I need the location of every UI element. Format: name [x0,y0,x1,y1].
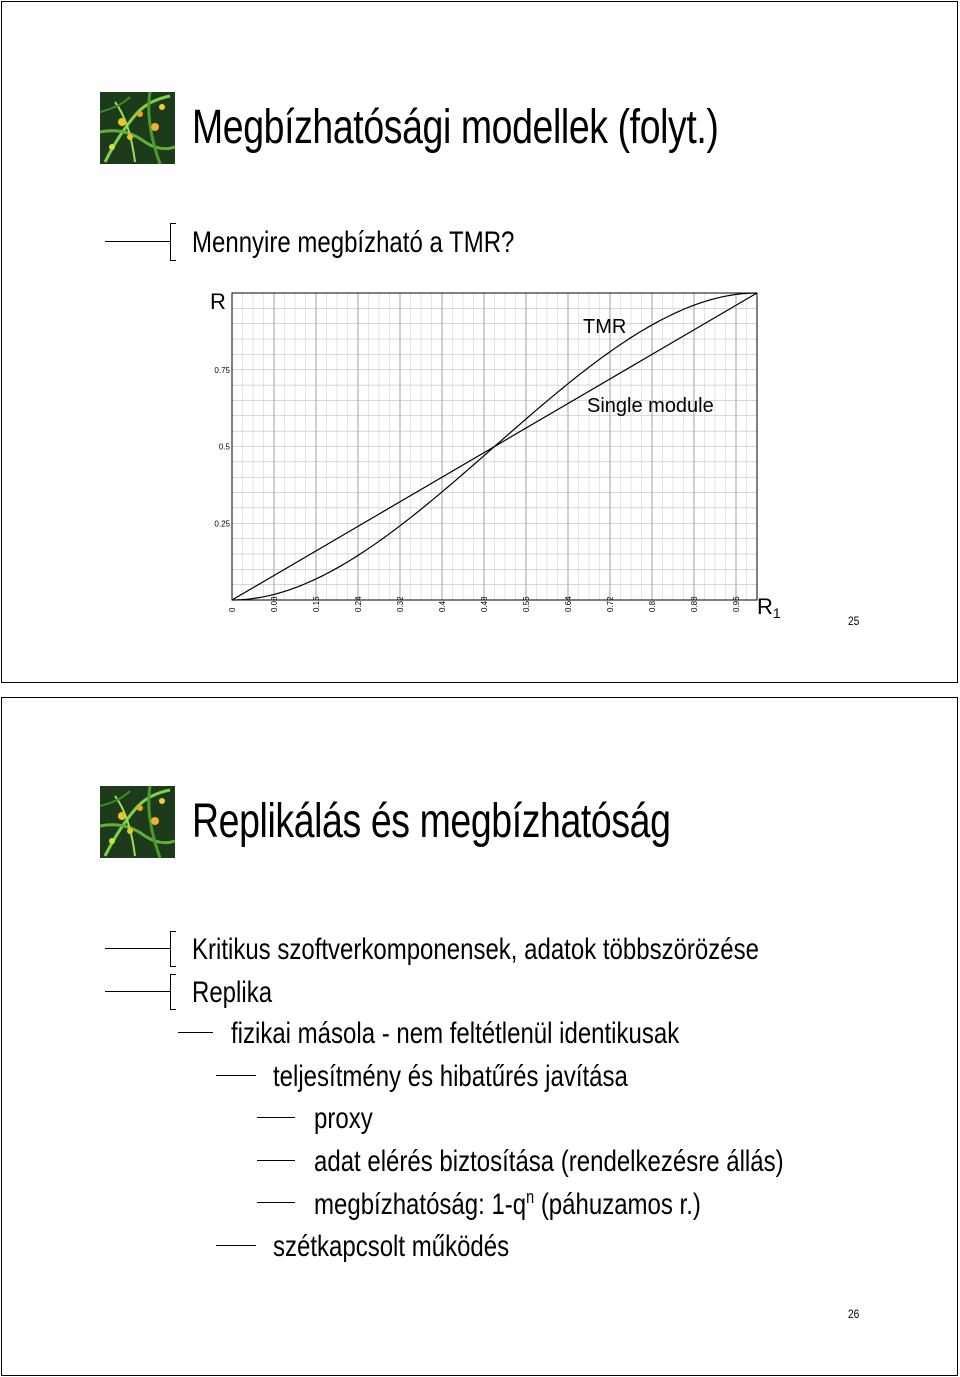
y-tick-label: 0.25 [214,519,230,529]
slide-title: Megbízhatósági modellek (folyt.) [192,101,719,154]
slide-title: Replikálás és megbízhatóság [192,795,671,848]
slide-25 [1,1,958,683]
x-tick-label: 0 [228,607,237,612]
x-axis-label: R1 [757,594,781,621]
y-tick-label: 0.75 [214,365,230,375]
bullet-dash [178,1032,213,1033]
bullet-dash [216,1075,256,1076]
bullet-dash [216,1245,256,1246]
y-axis-label: R [210,289,226,314]
bullet-text: Replika [192,976,273,1009]
bullet-dash [105,948,170,949]
plant-photo-icon [100,786,175,858]
x-tick-label: 0.56 [522,596,531,612]
bullet-text: adat elérés biztosítása (rendelkezésre állás) [314,1145,784,1178]
x-tick-label: 0.4 [438,600,447,612]
bullet-bracket [170,931,176,967]
bullet-text: teljesítmény és hibatűrés javítása [273,1060,628,1093]
y-tick-label: 0.5 [218,442,230,452]
bullet-text: szétkapcsolt működés [273,1230,510,1263]
x-tick-label: 0.8 [648,600,657,612]
x-tick-label: 0.08 [270,596,279,612]
page-number: 26 [848,1307,860,1321]
x-tick-label: 0.72 [606,596,615,612]
bullet-bracket [170,974,176,1010]
bullet-dash [105,991,170,992]
page-number: 25 [848,614,860,628]
x-tick-label: 0.88 [690,596,699,612]
bullet-text: Mennyire megbízható a TMR? [192,226,515,259]
slide-26 [1,697,958,1376]
y-tick-labels [214,366,230,529]
bullet-text: proxy [314,1102,373,1135]
annotation-single-module: Single module [587,395,714,417]
bullet-text-after: (páhuzamos r.) [534,1188,701,1221]
bullet-dash [257,1202,295,1203]
x-tick-labels [228,596,741,612]
bullet-text-before: megbízhatóság: 1-q [314,1188,527,1221]
bullet-dash [257,1160,295,1161]
x-tick-label: 0.16 [312,596,321,612]
annotation-tmr: TMR [583,316,627,338]
x-tick-label: 0.48 [480,596,489,612]
x-tick-label: 0.96 [732,596,741,612]
x-tick-label: 0.64 [564,596,573,612]
x-tick-label: 0.24 [354,596,363,612]
reliability-chart [2,2,959,682]
bullet-text: Kritikus szoftverkomponensek, adatok többszörözése [192,933,759,966]
superscript-n: n [526,1187,535,1207]
bullet-text: fizikai másola - nem feltétlenül identikusak [231,1017,680,1050]
x-tick-label: 0.32 [396,596,405,612]
bullet-dash [257,1117,295,1118]
bullet-text [314,1187,701,1222]
